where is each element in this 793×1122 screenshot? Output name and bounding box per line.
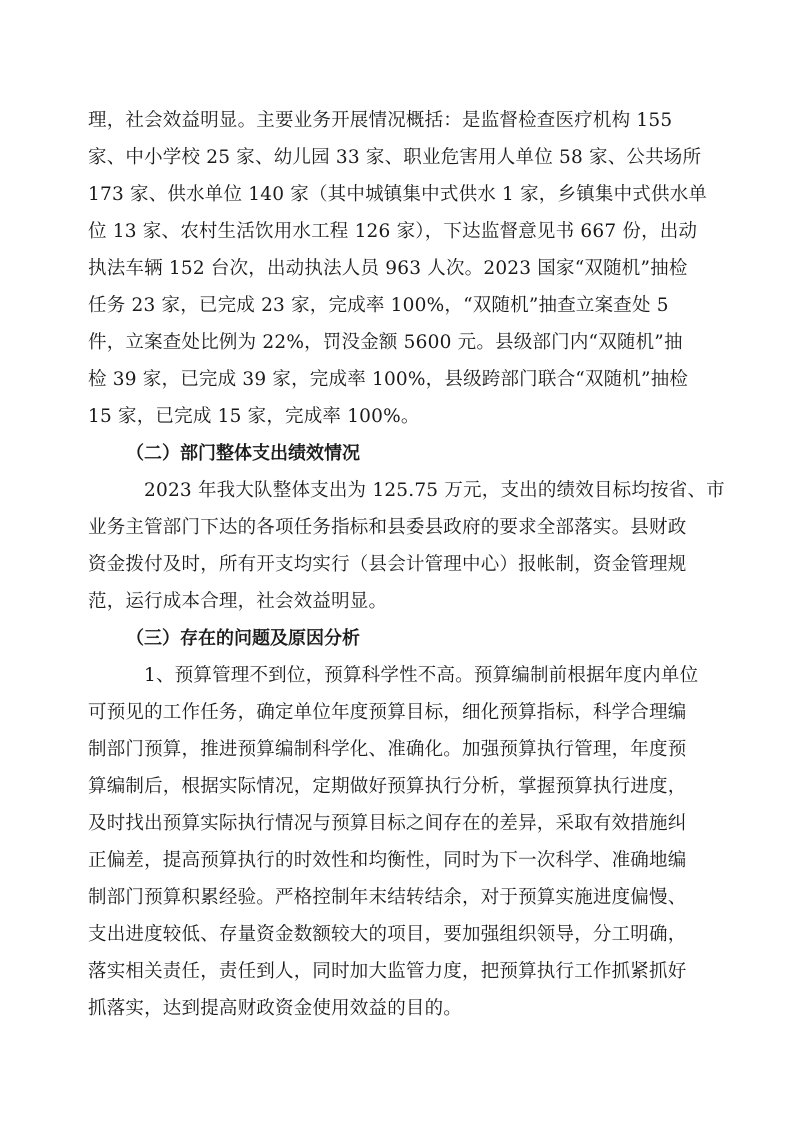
section-heading-expenditure: （二）部门整体支出绩效情况	[126, 443, 360, 464]
text-line: 制部门预算积累经验。严格控制年末结转结余，对于预算实施进度偏慢、	[88, 887, 687, 908]
text-line: 可预见的工作任务，确定单位年度预算目标，细化预算指标，科学合理编	[88, 702, 687, 723]
text-line: 位 13 家、农村生活饮用水工程 126 家），下达监督意见书 667 份，出动	[88, 221, 698, 242]
text-line: 家、中小学校 25 家、幼儿园 33 家、职业危害用人单位 58 家、公共场所	[88, 147, 702, 168]
text-line: 1、预算管理不到位，预算科学性不高。预算编制前根据年度内单位	[144, 665, 699, 686]
text-line: 及时找出预算实际执行情况与预算目标之间存在的差异，采取有效措施纠	[88, 813, 687, 834]
text-line: 执法车辆 152 台次，出动执法人员 963 人次。2023 国家“双随机”抽检	[88, 258, 688, 279]
section-heading-problems: （三）存在的问题及原因分析	[126, 628, 360, 649]
text-line: 2023 年我大队整体支出为 125.75 万元，支出的绩效目标均按省、市	[144, 480, 725, 501]
text-line: 检 39 家，已完成 39 家，完成率 100%，县级跨部门联合“双随机”抽检	[88, 369, 689, 390]
text-line: 业务主管部门下达的各项任务指标和县委县政府的要求全部落实。县财政	[88, 517, 687, 538]
text-line: 抓落实，达到提高财政资金使用效益的目的。	[88, 998, 463, 1019]
text-line: 制部门预算，推进预算编制科学化、准确化。加强预算执行管理，年度预	[88, 739, 687, 760]
text-line: 件，立案查处比例为 22%，罚没金额 5600 元。县级部门内“双随机”抽	[88, 332, 683, 353]
text-line: 任务 23 家，已完成 23 家，完成率 100%，“双随机”抽查立案查处 5	[88, 295, 669, 316]
text-line: 理，社会效益明显。主要业务开展情况概括：是监督检查医疗机构 155	[88, 110, 673, 131]
text-line: 173 家、供水单位 140 家（其中城镇集中式供水 1 家，乡镇集中式供水单	[88, 184, 708, 205]
text-line: 正偏差，提高预算执行的时效性和均衡性，同时为下一次科学、准确地编	[88, 850, 687, 871]
text-line: 算编制后，根据实际情况，定期做好预算执行分析，掌握预算执行进度，	[88, 776, 687, 797]
text-line: 落实相关责任，责任到人，同时加大监管力度，把预算执行工作抓紧抓好	[88, 961, 687, 982]
text-line: 范，运行成本合理，社会效益明显。	[88, 591, 388, 612]
text-line: 资金拨付及时，所有开支均实行（县会计管理中心）报帐制，资金管理规	[88, 554, 687, 575]
text-line: 15 家，已完成 15 家，完成率 100%。	[88, 406, 420, 427]
text-line: 支出进度较低、存量资金数额较大的项目，要加强组织领导，分工明确，	[88, 924, 687, 945]
